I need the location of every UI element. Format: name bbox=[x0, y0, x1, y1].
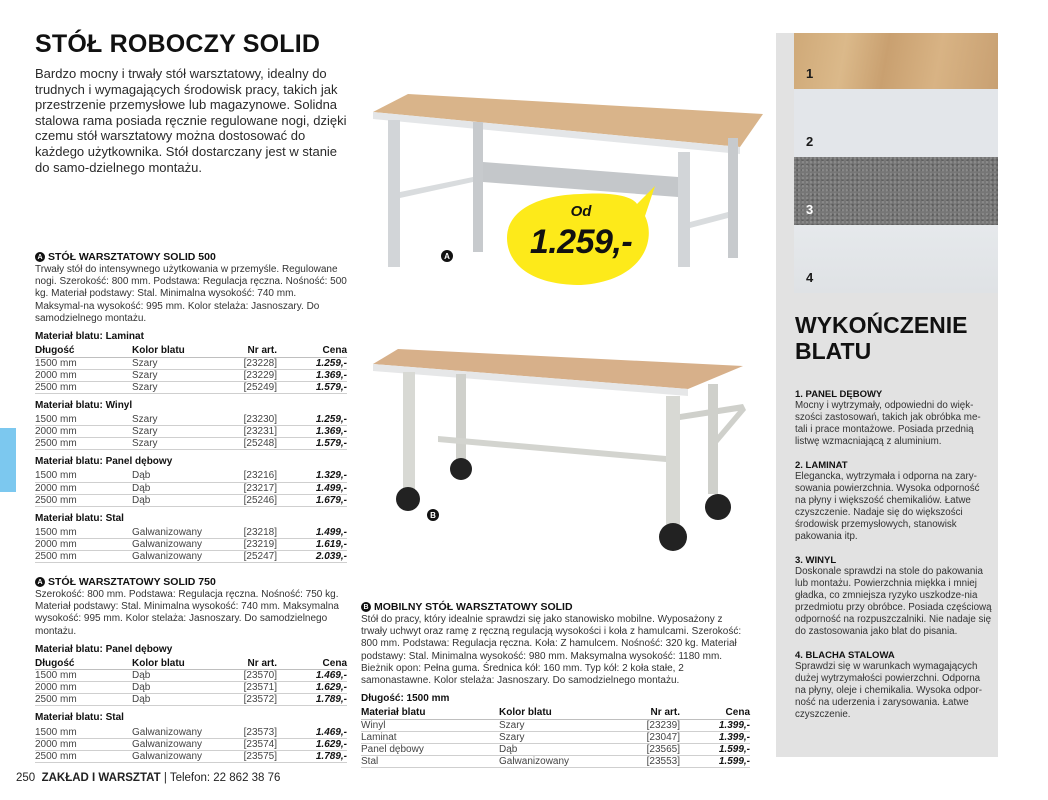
table-row bbox=[35, 738, 347, 750]
cell-length: 2000 mm bbox=[35, 482, 132, 494]
cell-art-no: [23575] bbox=[237, 750, 277, 762]
cell-art-no: [23573] bbox=[237, 726, 277, 738]
table-row bbox=[35, 527, 347, 539]
swatch-number: 3 bbox=[806, 202, 814, 217]
table-row bbox=[35, 426, 347, 438]
header-price: Cena bbox=[277, 345, 347, 357]
finish-item-text: Sprawdzi się w warunkach wymagających dużej wytrzymałości powierzchni. Odporna na płyny, oleje i chemikalia. Wysoka odpor-ność na uderzenia i zarysowania. Łatwe czyszczenie. bbox=[795, 661, 983, 720]
section-color-tab bbox=[0, 428, 16, 492]
header-color: Kolor blatu bbox=[499, 707, 619, 719]
cell-art-no: [23553] bbox=[619, 755, 680, 767]
cell-art-no: [23230] bbox=[237, 414, 277, 426]
badge-b-icon: B bbox=[361, 602, 371, 612]
header-color: Kolor blatu bbox=[132, 658, 237, 670]
cell-price: 1.469,- bbox=[277, 670, 347, 682]
finish-list bbox=[795, 389, 993, 733]
header-art-no: Nr art. bbox=[237, 345, 277, 357]
product-title bbox=[35, 576, 347, 588]
price-table-laminat bbox=[35, 345, 347, 394]
cell-price: 1.369,- bbox=[277, 426, 347, 438]
finish-item-vinyl bbox=[795, 555, 993, 638]
page-number: 250 bbox=[16, 772, 36, 784]
cell-price: 1.579,- bbox=[277, 438, 347, 450]
cell-price: 1.789,- bbox=[277, 694, 347, 706]
swatch-oak bbox=[794, 33, 998, 89]
cell-length: 2000 mm bbox=[35, 738, 132, 750]
cell-color: Szary bbox=[132, 426, 237, 438]
page-footer bbox=[16, 772, 280, 784]
cell-length: 2500 mm bbox=[35, 551, 132, 563]
finish-heading-line2: BLATU bbox=[795, 338, 872, 364]
product-description: Szerokość: 800 mm. Podstawa: Regulacja ręczna. Nośność: 750 kg. Materiał podstawy: Stal. Minimalna wysokość: 740 mm. Maksymalna wysokość: 995 mm. Kolor stelaża: Jasnoszary. Do samodzielnego montażu. bbox=[35, 589, 339, 637]
cell-color: Galwanizowany bbox=[132, 551, 237, 563]
swatch-number: 1 bbox=[806, 66, 814, 81]
material-heading: Materiał blatu: Laminat bbox=[35, 331, 144, 343]
swatch-steel bbox=[794, 225, 998, 293]
cell-art-no: [23216] bbox=[237, 470, 277, 482]
material-heading: Materiał blatu: Stal bbox=[35, 712, 124, 724]
cell-color: Dąb bbox=[132, 494, 237, 506]
cell-art-no: [23574] bbox=[237, 738, 277, 750]
cell-price: 1.679,- bbox=[277, 494, 347, 506]
product-title bbox=[361, 601, 750, 613]
cell-price: 1.469,- bbox=[277, 726, 347, 738]
cell-length: 1500 mm bbox=[35, 470, 132, 482]
cell-art-no: [23217] bbox=[237, 482, 277, 494]
table-row bbox=[35, 682, 347, 694]
finish-item-title: 2. LAMINAT bbox=[795, 460, 848, 471]
cell-length: 1500 mm bbox=[35, 527, 132, 539]
cell-price: 1.399,- bbox=[680, 731, 750, 743]
table-row bbox=[35, 494, 347, 506]
cell-price: 1.259,- bbox=[277, 357, 347, 369]
cell-length: 1500 mm bbox=[35, 357, 132, 369]
product-description: Trwały stół do intensywnego użytkowania w przemyśle. Regulowane nogi. Szerokość: 800 mm. Podstawa: Regulacja ręczna. Nośność: 500 kg. Materiał podstawy: Stal. Minimalna wysokość: 740 mm. Maksymal-na wysokość: 995 mm. Kolor stelaża: Jasnoszary. Do samodzielnego montażu. bbox=[35, 264, 347, 324]
cell-art-no: [23047] bbox=[619, 731, 680, 743]
cell-art-no: [23218] bbox=[237, 527, 277, 539]
header-price: Cena bbox=[277, 658, 347, 670]
cell-material: Panel dębowy bbox=[361, 743, 499, 755]
header-price: Cena bbox=[680, 707, 750, 719]
workbench-b-image bbox=[368, 344, 763, 554]
cell-color: Galwanizowany bbox=[499, 755, 619, 767]
cell-price: 1.329,- bbox=[277, 470, 347, 482]
table-header-row bbox=[35, 658, 347, 670]
cell-price: 1.789,- bbox=[277, 750, 347, 762]
table-row bbox=[35, 414, 347, 426]
table-row bbox=[35, 551, 347, 563]
header-material: Materiał blatu bbox=[361, 707, 499, 719]
cell-length: 2500 mm bbox=[35, 694, 132, 706]
page-title: STÓŁ ROBOCZY SOLID bbox=[35, 30, 321, 58]
cell-price: 1.599,- bbox=[680, 755, 750, 767]
product-solid-500 bbox=[35, 251, 347, 563]
cell-color: Galwanizowany bbox=[132, 726, 237, 738]
badge-a-icon: A bbox=[35, 577, 45, 587]
table-header-row bbox=[35, 345, 347, 357]
product-title-text: MOBILNY STÓŁ WARSZTATOWY SOLID bbox=[374, 601, 573, 613]
product-title-text: STÓŁ WARSZTATOWY SOLID 500 bbox=[48, 251, 216, 263]
cell-art-no: [25246] bbox=[237, 494, 277, 506]
cell-length: 2000 mm bbox=[35, 369, 132, 381]
badge-a-icon: A bbox=[35, 252, 45, 262]
cell-price: 1.399,- bbox=[680, 719, 750, 731]
material-heading: Materiał blatu: Panel dębowy bbox=[35, 643, 173, 655]
table-row bbox=[35, 470, 347, 482]
cell-art-no: [23239] bbox=[619, 719, 680, 731]
cell-price: 1.259,- bbox=[277, 414, 347, 426]
cell-length: 1500 mm bbox=[35, 414, 132, 426]
label-b-icon: B bbox=[427, 509, 439, 521]
cell-color: Dąb bbox=[132, 682, 237, 694]
finish-item-laminate bbox=[795, 460, 993, 543]
cell-color: Galwanizowany bbox=[132, 738, 237, 750]
cell-price: 1.499,- bbox=[277, 482, 347, 494]
footer-section: ZAKŁAD I WARSZTAT bbox=[41, 772, 161, 784]
cell-color: Galwanizowany bbox=[132, 527, 237, 539]
cell-material: Laminat bbox=[361, 731, 499, 743]
table-row bbox=[35, 381, 347, 393]
cell-color: Szary bbox=[132, 438, 237, 450]
cell-length: 2000 mm bbox=[35, 682, 132, 694]
cell-color: Szary bbox=[499, 719, 619, 731]
cell-art-no: [23571] bbox=[237, 682, 277, 694]
table-header-row bbox=[361, 707, 750, 719]
cell-color: Szary bbox=[132, 357, 237, 369]
table-row bbox=[361, 755, 750, 767]
cell-material: Winyl bbox=[361, 719, 499, 731]
finish-item-text: Mocny i wytrzymały, odpowiedni do więk-szości zastosowań, takich jak obróbka me-tali i prace montażowe. Posiada przednią listwę wzmacniającą z aluminium. bbox=[795, 400, 981, 447]
product-title bbox=[35, 251, 347, 263]
table-row bbox=[361, 731, 750, 743]
cell-price: 1.499,- bbox=[277, 527, 347, 539]
cell-color: Dąb bbox=[499, 743, 619, 755]
cell-color: Szary bbox=[132, 381, 237, 393]
cell-art-no: [23572] bbox=[237, 694, 277, 706]
cell-length: 2000 mm bbox=[35, 426, 132, 438]
price-table-mobile bbox=[361, 707, 750, 768]
cell-art-no: [23219] bbox=[237, 539, 277, 551]
table-row bbox=[361, 719, 750, 731]
cell-material: Stal bbox=[361, 755, 499, 767]
cell-art-no: [25247] bbox=[237, 551, 277, 563]
cell-art-no: [25249] bbox=[237, 381, 277, 393]
cell-price: 1.619,- bbox=[277, 539, 347, 551]
material-heading: Materiał blatu: Panel dębowy bbox=[35, 456, 173, 468]
table-row bbox=[35, 369, 347, 381]
header-art-no: Nr art. bbox=[619, 707, 680, 719]
table-row bbox=[35, 357, 347, 369]
cell-color: Dąb bbox=[132, 482, 237, 494]
finish-item-text: Doskonale sprawdzi na stole do pakowania lub montażu. Powierzchnia miękka i mniej gładka, co zmniejsza ryzyko uszkodze-nia przedmiotu przy obróbce. Posiada częściową odporność na rozpuszczalniki. Nie nadaje się do zastosowania jako blat do pisania. bbox=[795, 566, 992, 637]
cell-color: Dąb bbox=[132, 670, 237, 682]
finish-heading bbox=[795, 312, 968, 364]
cell-color: Dąb bbox=[132, 694, 237, 706]
header-art-no: Nr art. bbox=[237, 658, 277, 670]
cell-price: 1.629,- bbox=[277, 682, 347, 694]
product-title-text: STÓŁ WARSZTATOWY SOLID 750 bbox=[48, 576, 216, 588]
product-mobile-solid bbox=[361, 601, 750, 768]
cell-length: 2000 mm bbox=[35, 539, 132, 551]
length-heading: Długość: 1500 mm bbox=[361, 693, 450, 705]
table-row bbox=[35, 694, 347, 706]
table-row bbox=[35, 670, 347, 682]
table-row bbox=[35, 482, 347, 494]
footer-separator: | bbox=[163, 772, 167, 784]
finish-item-oak bbox=[795, 389, 993, 448]
label-a-icon: A bbox=[441, 250, 453, 262]
cell-length: 1500 mm bbox=[35, 670, 132, 682]
finish-item-title: 4. BLACHA STALOWA bbox=[795, 650, 895, 661]
material-heading: Materiał blatu: Stal bbox=[35, 512, 124, 524]
swatch-laminate bbox=[794, 89, 998, 157]
cell-color: Szary bbox=[132, 369, 237, 381]
table-row bbox=[361, 743, 750, 755]
cell-art-no: [25248] bbox=[237, 438, 277, 450]
cell-art-no: [23570] bbox=[237, 670, 277, 682]
cell-length: 2500 mm bbox=[35, 750, 132, 762]
cell-art-no: [23228] bbox=[237, 357, 277, 369]
cell-price: 1.579,- bbox=[277, 381, 347, 393]
intro-paragraph: Bardzo mocny i trwały stół warsztatowy, idealny do trudnych i wymagających środowisk pracy, takich jak przestrzenie przemysłowe lub magazynowe. Solidna stalowa rama posiada ręcznie regulowane nogi, dzięki czemu stół warsztatowy można dostosować do każdego użytkownika. Stół dostarczany jest w stanie do samo-dzielnego montażu. bbox=[35, 66, 347, 175]
cell-price: 1.629,- bbox=[277, 738, 347, 750]
material-heading: Materiał blatu: Winyl bbox=[35, 399, 133, 411]
cell-length: 2500 mm bbox=[35, 494, 132, 506]
price-table-stal bbox=[35, 726, 347, 763]
cell-price: 1.599,- bbox=[680, 743, 750, 755]
product-description: Stół do pracy, który idealnie sprawdzi się jako stanowisko mobilne. Wyposażony z trwały uchwyt oraz ramę z ręczną regulacją wysokości i koła z hamulcami. Szerokość: 800 mm. Podstawa: Regulacja ręczna. Koła: Z hamulcem. Nośność: 320 kg. Materiał podstawy: Stal. Minimalna wysokość: 980 mm. Maksymalna wysokość: 1180 mm. Bieżnik opon: Pełna guma. Średnica kół: 160 mm. Typ kół: 2 koła stałe, 2 samonastawne. Kolor stelaża: Jasnoszary. Do samodzielnego montażu. bbox=[361, 614, 742, 687]
product-solid-750 bbox=[35, 576, 347, 763]
header-color: Kolor blatu bbox=[132, 345, 237, 357]
table-row bbox=[35, 539, 347, 551]
cell-color: Galwanizowany bbox=[132, 750, 237, 762]
cell-art-no: [23565] bbox=[619, 743, 680, 755]
cell-art-no: [23231] bbox=[237, 426, 277, 438]
price-prefix: Od bbox=[570, 203, 592, 220]
finish-item-title: 1. PANEL DĘBOWY bbox=[795, 389, 883, 400]
finish-item-title: 3. WINYL bbox=[795, 555, 837, 566]
cell-length: 2500 mm bbox=[35, 381, 132, 393]
finish-item-text: Elegancka, wytrzymała i odporna na zary-sowania powierzchnia. Wysoka odporność na płyny i większość chemikaliów. Łatwe czyszczenie. Nadaje się do większości środowisk przemysłowych, stanowisk pakowania itp. bbox=[795, 471, 980, 542]
cell-color: Szary bbox=[499, 731, 619, 743]
swatch-vinyl bbox=[794, 157, 998, 225]
header-length: Długość bbox=[35, 345, 132, 357]
price-table-panel-debowy bbox=[35, 658, 347, 707]
table-row bbox=[35, 726, 347, 738]
cell-price: 2.039,- bbox=[277, 551, 347, 563]
cell-color: Galwanizowany bbox=[132, 539, 237, 551]
swatch-number: 4 bbox=[806, 270, 814, 285]
price-bubble bbox=[507, 186, 655, 286]
cell-length: 2500 mm bbox=[35, 438, 132, 450]
price-from: 1.259,- bbox=[529, 223, 633, 261]
cell-price: 1.369,- bbox=[277, 369, 347, 381]
footer-contact: Telefon: 22 862 38 76 bbox=[169, 772, 281, 784]
finish-item-steel bbox=[795, 650, 993, 721]
price-table-winyl bbox=[35, 414, 347, 451]
swatch-number: 2 bbox=[806, 134, 814, 149]
price-table-stal bbox=[35, 527, 347, 564]
table-row bbox=[35, 438, 347, 450]
finish-heading-line1: WYKOŃCZENIE bbox=[795, 312, 968, 338]
price-table-panel-debowy bbox=[35, 470, 347, 507]
cell-length: 1500 mm bbox=[35, 726, 132, 738]
cell-color: Szary bbox=[132, 414, 237, 426]
table-row bbox=[35, 750, 347, 762]
cell-art-no: [23229] bbox=[237, 369, 277, 381]
header-length: Długość bbox=[35, 658, 132, 670]
cell-color: Dąb bbox=[132, 470, 237, 482]
